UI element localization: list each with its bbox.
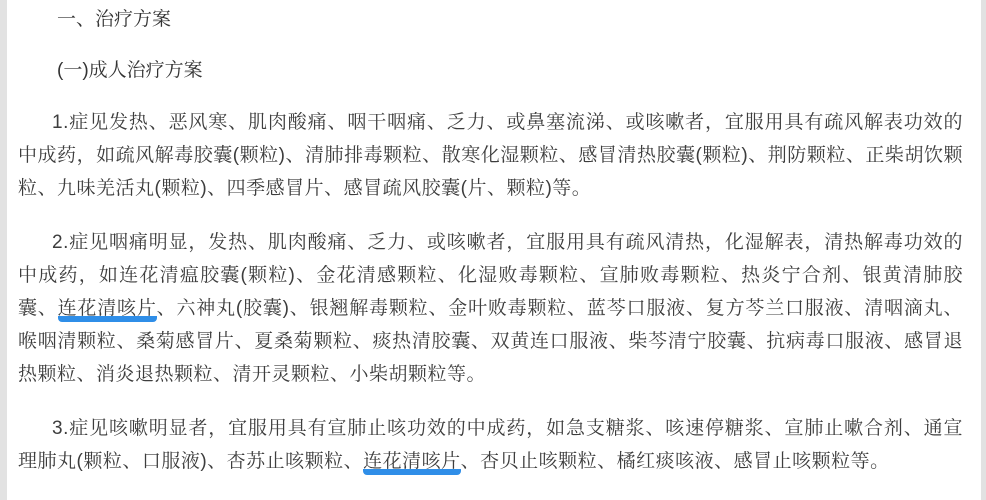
subsection-heading: (一)成人治疗方案 [57,60,203,81]
paragraph-text: 3.症见咳嗽明显者，宜服用具有宣肺止咳功效的中成药，如急支糖浆、咳速停糖浆、宣肺止嗽合剂、通宣理肺丸(颗粒、口服液)、杏苏止咳颗粒、 [18,418,963,472]
highlighted-drug-name: 连花清咳片 [58,298,157,322]
paragraph-text: 2.症见咽痛明显，发热、肌肉酸痛、乏力、或咳嗽者，宜服用具有疏风清热，化湿解表，清热解毒功效的中成药，如连花清瘟胶囊(颗粒)、金花清感颗粒、化湿败毒颗粒、宣肺败毒颗粒、热炎宁合剂、银黄清肺胶囊、 [18,232,963,319]
paragraph-text: 、杏贝止咳颗粒、橘红痰咳液、感冒止咳颗粒等。 [460,451,890,472]
section-heading: 一、治疗方案 [57,9,172,30]
adult-plan-item-3 [18,412,963,478]
highlighted-drug-name: 连花清咳片 [363,451,461,475]
paragraphs [18,106,963,478]
adult-plan-item-1 [18,106,963,205]
adult-plan-item-2 [18,226,963,391]
paragraph-text: 1.症见发热、恶风寒、肌肉酸痛、咽干咽痛、乏力、或鼻塞流涕、或咳嗽者，宜服用具有疏风解表功效的中成药，如疏风解毒胶囊(颗粒)、清肺排毒颗粒、散寒化湿颗粒、感冒清热胶囊(颗粒)、荆防颗粒、正柴胡饮颗粒、九味羌活丸(颗粒)、四季感冒片、感冒疏风胶囊(片、颗粒)等。 [18,112,963,199]
paragraph-text: 、六神丸(胶囊)、银翘解毒颗粒、金叶败毒颗粒、蓝芩口服液、复方芩兰口服液、清咽滴丸、喉咽清颗粒、桑菊感冒片、夏桑菊颗粒、痰热清胶囊、双黄连口服液、柴芩清宁胶囊、抗病毒口服液、感冒退热颗粒、消炎退热颗粒、清开灵颗粒、小柴胡颗粒等。 [18,298,963,385]
